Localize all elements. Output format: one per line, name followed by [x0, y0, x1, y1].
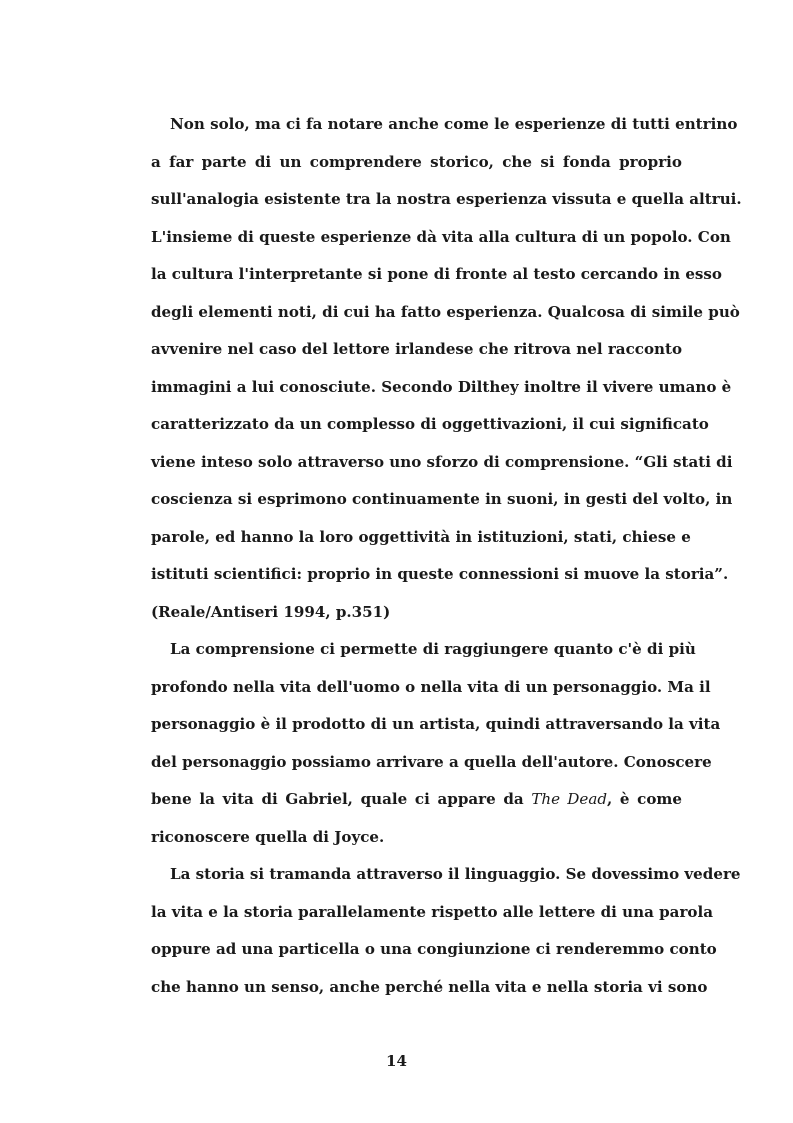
text-line: La storia si tramanda attraverso il linguaggio. Se dovessimo vedere: [170, 865, 741, 883]
work-title: The Dead: [531, 790, 607, 808]
text-line: oppure ad una particella o una congiunzione ci renderemmo conto: [151, 940, 717, 958]
text-line: profondo nella vita dell'uomo o nella vita di un personaggio. Ma il: [151, 677, 711, 696]
paragraph-1: [132, 106, 742, 631]
text-fragment: bene la vita di Gabriel, quale ci appare da: [151, 790, 532, 808]
text-line: che hanno un senso, anche perché nella vita e nella storia vi sono: [151, 977, 708, 996]
text-line: sull'analogia esistente tra la nostra esperienza vissuta e quella altrui.: [151, 190, 742, 208]
paragraph-3: [132, 856, 741, 1006]
text-fragment: , è come: [606, 790, 682, 808]
text-line: personaggio è il prodotto di un artista, quindi attraversando la vita: [151, 715, 721, 733]
text-line: (Reale/Antiseri 1994, p.351): [151, 602, 391, 621]
text-line: del personaggio possiamo arrivare a quella dell'autore. Conoscere: [151, 752, 712, 771]
text-line: L'insieme di queste esperienze dà vita alla cultura di un popolo. Con: [151, 227, 731, 246]
text-line: viene inteso solo attraverso uno sforzo di comprensione. “Gli stati di: [151, 452, 733, 471]
page-number: 14: [385, 1052, 407, 1070]
text-line: parole, ed hanno la loro oggettività in istituzioni, stati, chiese e: [151, 527, 691, 546]
text-line: avvenire nel caso del lettore irlandese che ritrova nel racconto: [151, 340, 683, 358]
text-line: La comprensione ci permette di raggiungere quanto c'è di più: [170, 640, 696, 658]
text-line: la vita e la storia parallelamente rispetto alle lettere di una parola: [151, 902, 713, 921]
text-line: riconoscere quella di Joyce.: [151, 827, 385, 846]
paragraph-2: [132, 631, 721, 856]
text-line-with-title: [132, 781, 682, 819]
text-line: immagini a lui conosciute. Secondo Dilthey inoltre il vivere umano è: [151, 377, 732, 396]
text-line: coscienza si esprimono continuamente in suoni, in gesti del volto, in: [151, 490, 733, 508]
text-line: istituti scientifici: proprio in queste connessioni si muove la storia”.: [151, 565, 729, 583]
text-line: caratterizzato da un complesso di oggettivazioni, il cui significato: [151, 415, 709, 433]
text-line: a far parte di un comprendere storico, che si fonda proprio: [151, 152, 682, 171]
text-line: degli elementi noti, di cui ha fatto esperienza. Qualcosa di simile può: [151, 302, 740, 321]
text-line: la cultura l'interpretante si pone di fronte al testo cercando in esso: [151, 265, 722, 283]
text-line: Non solo, ma ci fa notare anche come le esperienze di tutti entrino: [170, 115, 738, 133]
body-text: [132, 106, 742, 1006]
